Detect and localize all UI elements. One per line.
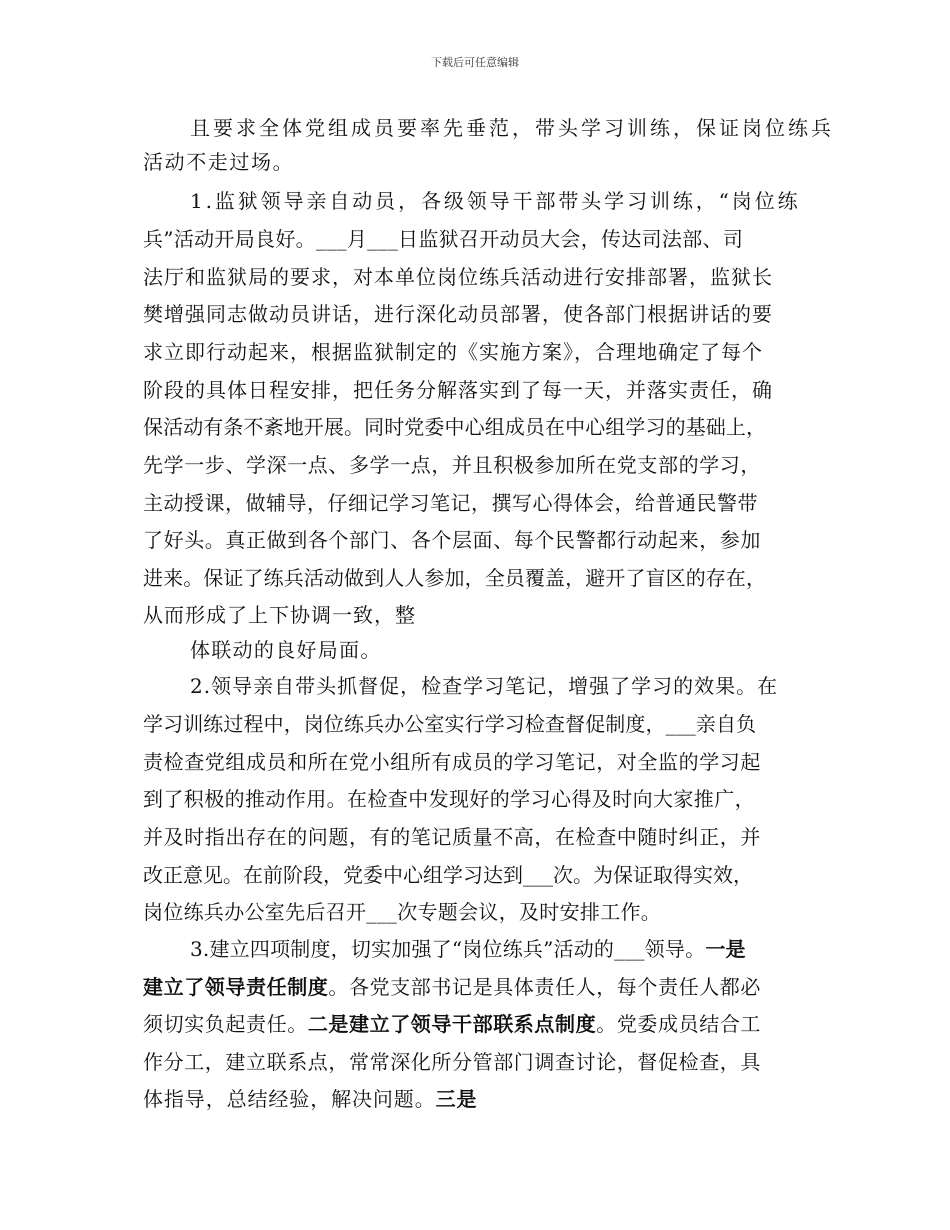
text-run: 。各党支部书记是具体责任人，每个责任人都必 (328, 975, 762, 999)
text-run: 须切实负起责任。 (143, 1012, 308, 1036)
text-line: 先学一步、学深一点、多学一点，并且积极参加所在党支部的学习， (143, 453, 761, 477)
text-run: 3.建立四项制度，切实加强了“岗位练兵”活动的___领导。 (190, 937, 706, 961)
text-run: 。党委成员结合工 (596, 1012, 762, 1036)
text-line: 保活动有条不紊地开展。同时党委中心组成员在中心组学习的基础上， (143, 415, 767, 439)
page-header: 下载后可任意编辑 (431, 56, 519, 69)
text-line: 兵”活动开局良好。___月___日监狱召开动员大会，传达司法部、司 (143, 227, 744, 251)
text-line (143, 1087, 477, 1111)
text-run: 体指导，总结经验，解决问题。 (143, 1087, 436, 1111)
text-line: 体联动的良好局面。 (190, 638, 382, 662)
text-line: 责检查党组成员和所在党小组所有成员的学习笔记，对全监的学习起 (143, 750, 761, 774)
text-line (143, 1012, 761, 1036)
text-line: 从而形成了上下协调一致，整 (143, 603, 416, 627)
text-line: 求立即行动起来，根据监狱制定的《实施方案》，合理地确定了每个 (143, 340, 763, 364)
bold-text-run: 二是建立了领导干部联系点制度 (307, 1012, 597, 1036)
text-line: 樊增强同志做动员讲话，进行深化动员部署，使各部门根据讲话的要 (143, 302, 773, 326)
text-line (190, 937, 746, 961)
text-line: 到了积极的推动作用。在检查中发现好的学习心得及时向大家推广， (143, 787, 755, 811)
text-line: 岗位练兵办公室先后召开___次专题会议，及时安排工作。 (143, 900, 662, 924)
text-line: 主动授课，做辅导，仔细记学习笔记，撰写心得体会，给普通民警带 (143, 491, 758, 515)
text-line: 进来。保证了练兵活动做到人人参加，全员覆盖，避开了盲区的存在， (143, 566, 767, 590)
text-line: 了好头。真正做到各个部门、各个层面、每个民警都行动起来，参加 (143, 528, 761, 552)
bold-text-run: 三是 (435, 1087, 478, 1111)
text-line: 活动不走过场。 (143, 150, 295, 174)
bold-text-run: 一是 (705, 937, 746, 961)
text-line: 阶段的具体日程安排，把任务分解落实到了每一天，并落实责任，确 (143, 378, 773, 402)
text-line: 并及时指出存在的问题，有的笔记质量不高，在检查中随时纠正，并 (143, 825, 761, 849)
text-line: 法厅和监狱局的要求，对本单位岗位练兵活动进行安排部署，监狱长 (143, 265, 773, 289)
text-line: 作分工，建立联系点，常常深化所分管部门调查讨论，督促检查，具 (143, 1050, 761, 1074)
text-line: 改正意见。在前阶段，党委中心组学习达到___次。为保证取得实效， (143, 863, 753, 887)
text-line: 学习训练过程中，岗位练兵办公室实行学习检查督促制度，___亲自负 (143, 712, 757, 736)
text-line: 1.监狱领导亲自动员，各级领导干部带头学习训练，“岗位练 (190, 189, 801, 213)
text-line: 且要求全体党组成员要率先垂范，带头学习训练，保证岗位练兵 (190, 116, 834, 140)
bold-text-run: 建立了领导责任制度 (143, 975, 329, 999)
text-line: 2.领导亲自带头抓督促，检查学习笔记，增强了学习的效果。在 (190, 674, 779, 698)
text-line (143, 975, 761, 999)
